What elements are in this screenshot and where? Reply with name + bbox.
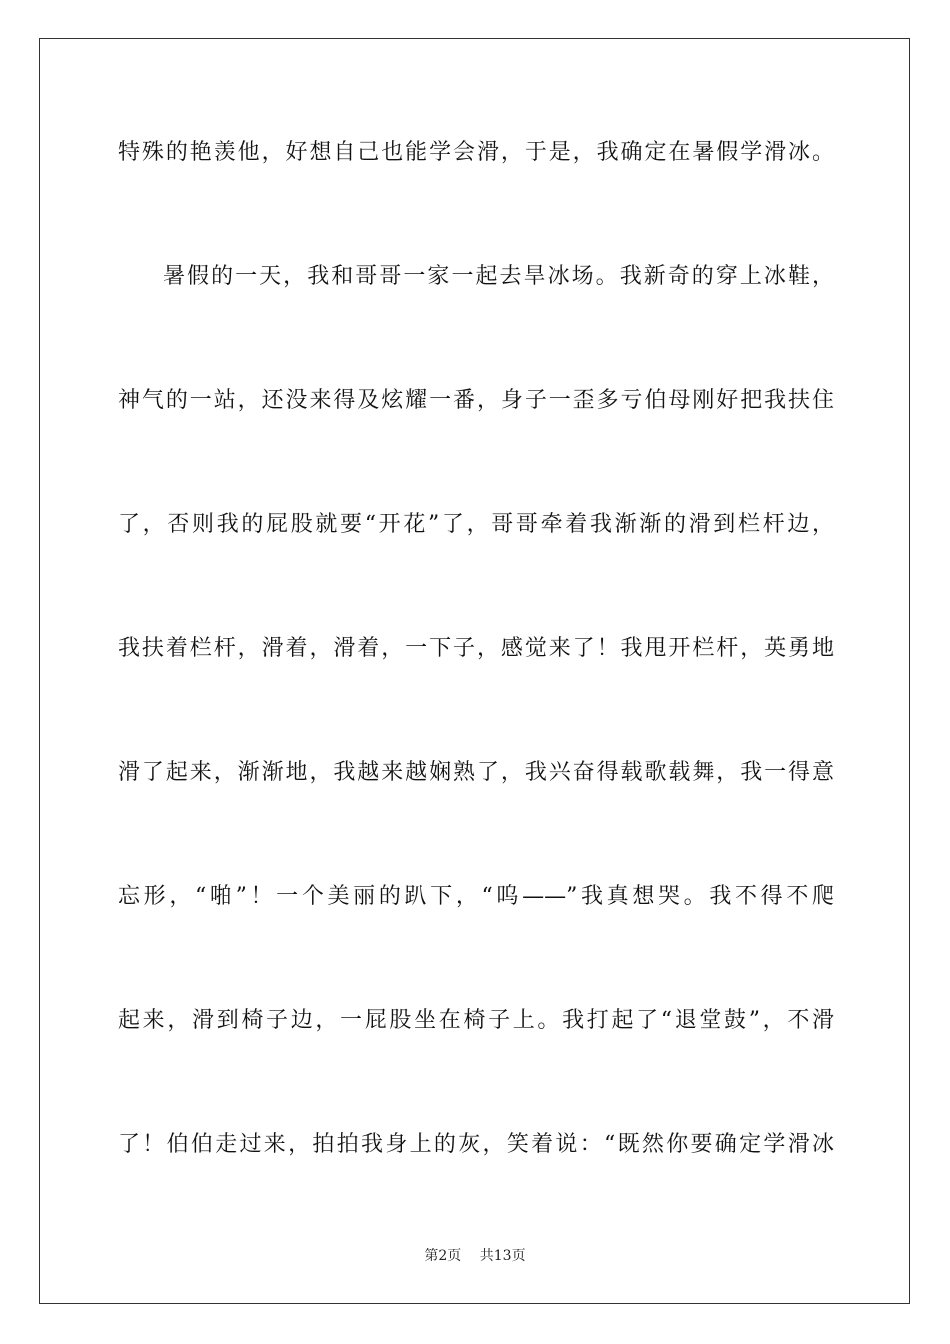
text-line-1: 特殊的艳羡他，好想自己也能学会滑，于是，我确定在暑假学滑冰。: [118, 140, 834, 165]
text-line-7: 忘形，“啪”！一个美丽的趴下，“呜——”我真想哭。我不得不爬: [118, 884, 834, 909]
page-footer: [0, 1247, 950, 1265]
text-line-8: 起来，滑到椅子边，一屁股坐在椅子上。我打起了“退堂鼓”，不滑: [118, 1008, 834, 1033]
text-line-6: 滑了起来，渐渐地，我越来越娴熟了，我兴奋得载歌载舞，我一得意: [118, 760, 834, 785]
page-number: 第2页: [424, 1248, 462, 1264]
page-total: 共13页: [479, 1248, 526, 1264]
text-line-3: 神气的一站，还没来得及炫耀一番，身子一歪多亏伯母刚好把我扶住: [118, 388, 834, 413]
page-border: [39, 38, 910, 1304]
text-line-9: 了！伯伯走过来，拍拍我身上的灰，笑着说：“既然你要确定学滑冰: [118, 1132, 834, 1157]
text-line-4: 了，否则我的屁股就要“开花”了，哥哥牵着我渐渐的滑到栏杆边，: [118, 512, 834, 537]
text-line-5: 我扶着栏杆，滑着，滑着，一下子，感觉来了！我甩开栏杆，英勇地: [118, 636, 834, 661]
text-line-2: 暑假的一天，我和哥哥一家一起去旱冰场。我新奇的穿上冰鞋，: [163, 264, 834, 289]
